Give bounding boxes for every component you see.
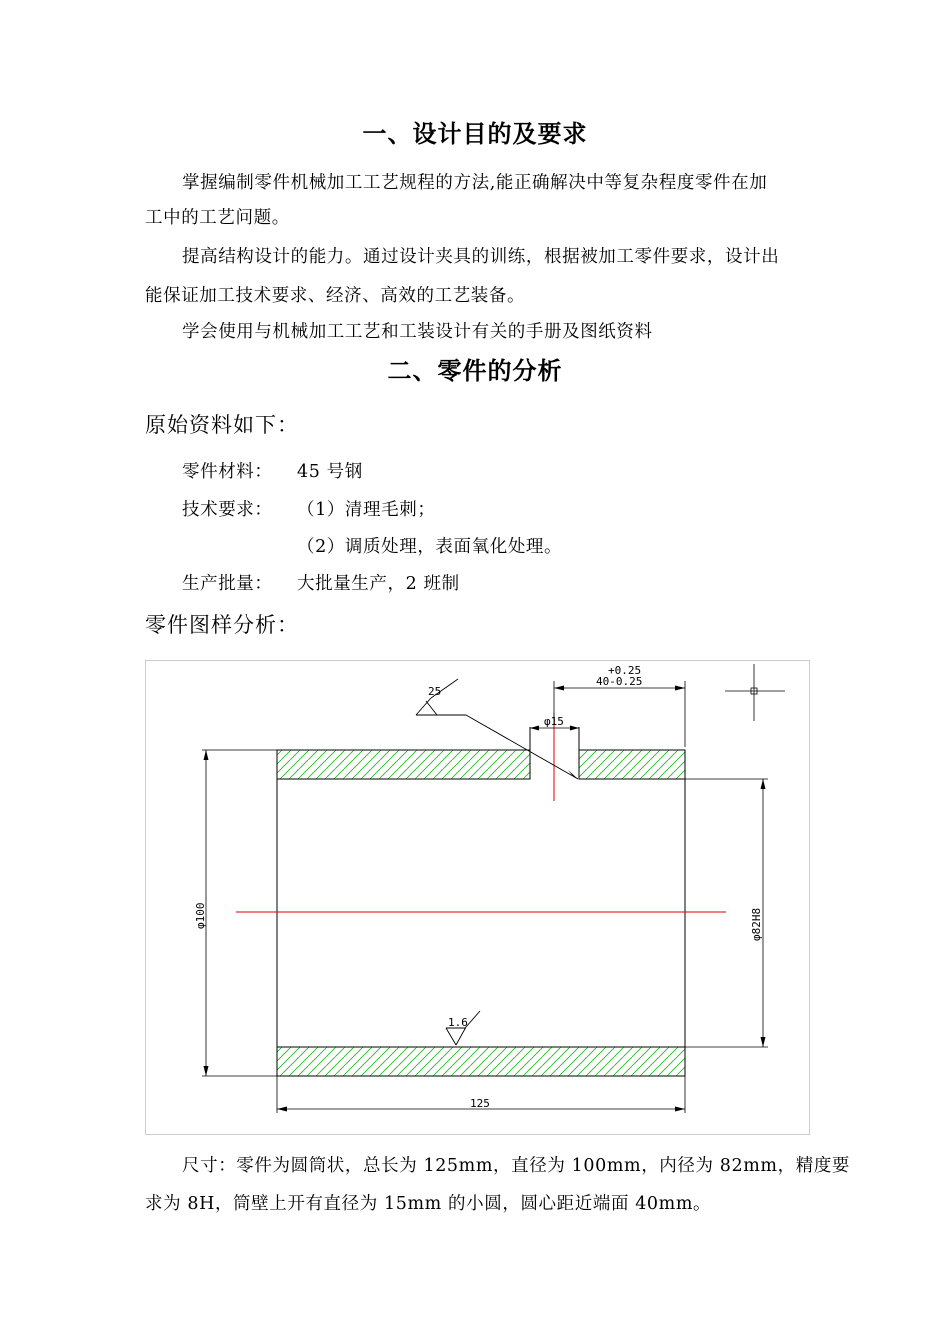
dimension-line-2: 求为 8H，筒壁上开有直径为 15mm 的小圆，圆心距近端面 40mm。 (145, 1194, 712, 1214)
paragraph-1-line-2: 工中的工艺问题。 (145, 208, 290, 228)
drawing-heading: 零件图样分析： (145, 613, 299, 637)
tol-base-label: 40-0.25 (596, 675, 643, 688)
top-wall-right-hatch (579, 750, 685, 779)
dimension-line-1: 尺寸：零件为圆筒状，总长为 125mm，直径为 100mm，内径为 82mm，精度要 (182, 1156, 851, 1176)
roughness-top-label: 25 (428, 685, 442, 698)
tech-label: 技术要求： (182, 500, 273, 520)
paragraph-2-line-1: 提高结构设计的能力。通过设计夹具的训练，根据被加工零件要求，设计出 (182, 247, 780, 267)
tech-item-2: （2）调质处理，表面氧化处理。 (297, 537, 563, 557)
paragraph-3: 学会使用与机械加工工艺和工装设计有关的手册及图纸资料 (182, 322, 653, 342)
length-label: 125 (470, 1097, 490, 1110)
hole-dia-label: φ15 (544, 715, 564, 728)
bottom-wall-hatch (277, 1047, 685, 1076)
roughness-symbol-bottom (446, 1011, 480, 1045)
inner-dia-label: φ82H8 (750, 907, 763, 941)
section-2-title: 二、零件的分析 (387, 357, 563, 385)
production-label: 生产批量： (182, 574, 273, 594)
crosshair-icon (725, 664, 785, 721)
outer-dia-label: φ100 (194, 902, 207, 929)
roughness-bottom-label: 1.6 (448, 1016, 468, 1029)
production-value: 大批量生产，2 班制 (297, 574, 460, 594)
section-1-title: 一、设计目的及要求 (362, 120, 588, 148)
part-drawing (145, 660, 810, 1135)
paragraph-1-line-1: 掌握编制零件机械加工工艺规程的方法,能正确解决中等复杂程度零件在加 (182, 173, 768, 193)
paragraph-2-line-2: 能保证加工技术要求、经济、高效的工艺装备。 (145, 286, 526, 306)
material-label: 零件材料： (182, 462, 273, 482)
material-value: 45 号钢 (297, 462, 363, 482)
tol-plus-label: +0.25 (608, 664, 642, 677)
tech-item-1: （1）清理毛刺； (297, 500, 436, 520)
source-heading: 原始资料如下： (145, 413, 299, 437)
top-wall-left-hatch (277, 750, 530, 779)
